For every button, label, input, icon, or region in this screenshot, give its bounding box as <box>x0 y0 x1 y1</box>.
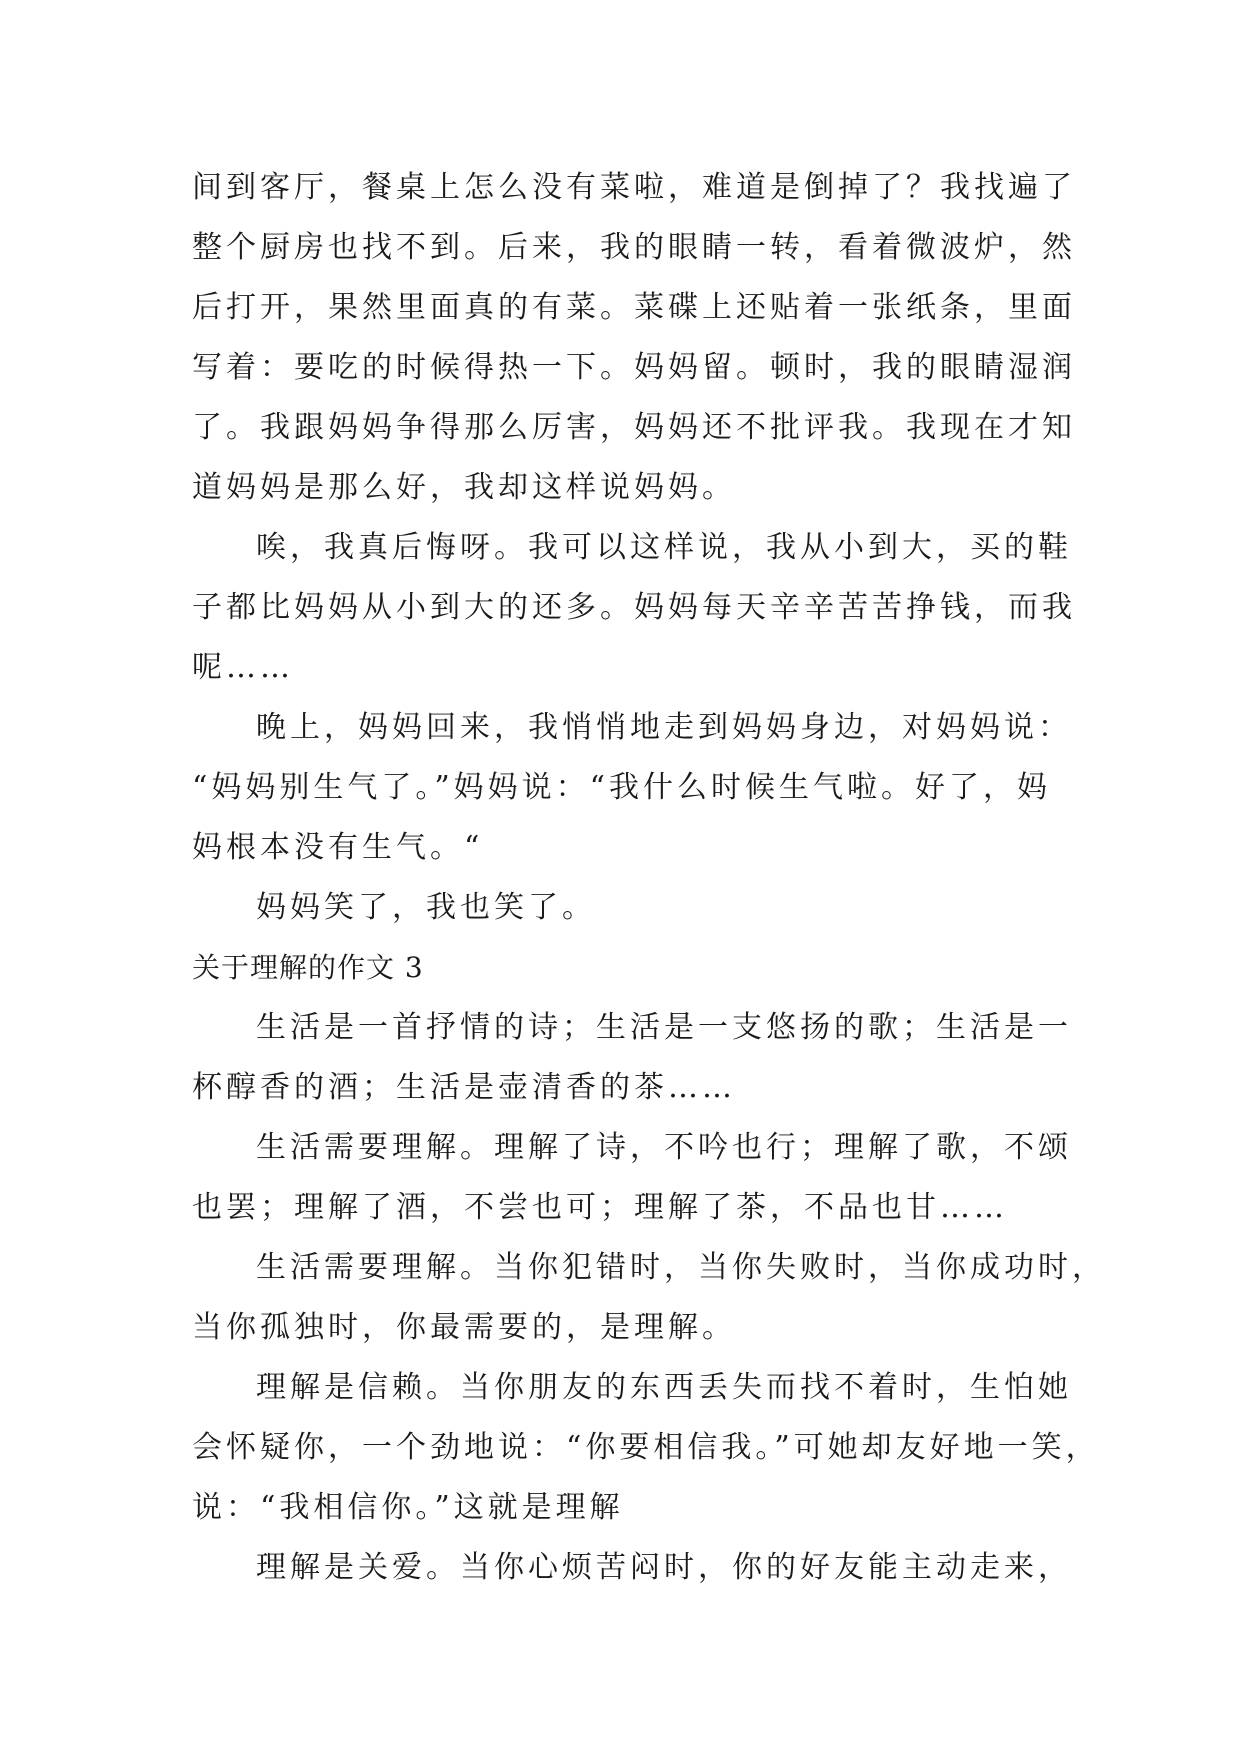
text-line: 间到客厅，餐桌上怎么没有菜啦，难道是倒掉了？我找遍了 <box>192 170 1076 205</box>
section-heading: 关于理解的作文 3 <box>192 951 424 984</box>
document-page <box>192 158 1106 1598</box>
text-line: 整个厨房也找不到。后来，我的眼睛一转，看着微波炉，然 <box>192 230 1076 265</box>
text-line: 了。我跟妈妈争得那么厉害，妈妈还不批评我。我现在才知 <box>192 410 1076 445</box>
text-line: 说：“我相信你。”这就是理解 <box>192 1490 624 1525</box>
text-line: 道妈妈是那么好，我却这样说妈妈。 <box>192 470 736 505</box>
text-line: 当你孤独时，你最需要的，是理解。 <box>192 1310 736 1345</box>
text-line: 妈妈笑了，我也笑了。 <box>256 890 596 925</box>
text-line: 理解是关爱。当你心烦苦闷时，你的好友能主动走来， <box>256 1550 1072 1585</box>
text-line: 写着：要吃的时候得热一下。妈妈留。顿时，我的眼睛湿润 <box>192 350 1076 385</box>
text-line: 生活是一首抒情的诗；生活是一支悠扬的歌；生活是一 <box>256 1010 1072 1045</box>
text-line: 妈根本没有生气。“ <box>192 830 484 865</box>
text-line: 理解是信赖。当你朋友的东西丢失而找不着时，生怕她 <box>256 1370 1072 1405</box>
text-line: 也罢；理解了酒，不尝也可；理解了茶，不品也甘…… <box>192 1190 1008 1225</box>
text-line: “妈妈别生气了。”妈妈说：“我什么时候生气啦。好了，妈 <box>192 770 1052 805</box>
document-body <box>192 158 1106 1598</box>
text-line: 会怀疑你，一个劲地说：“你要相信我。”可她却友好地一笑， <box>192 1430 1100 1465</box>
text-line: 后打开，果然里面真的有菜。菜碟上还贴着一张纸条，里面 <box>192 290 1076 325</box>
text-line: 杯醇香的酒；生活是壶清香的茶…… <box>192 1070 736 1105</box>
text-line: 晚上，妈妈回来，我悄悄地走到妈妈身边，对妈妈说： <box>256 710 1072 745</box>
text-line: 呢…… <box>192 650 294 685</box>
text-line: 子都比妈妈从小到大的还多。妈妈每天辛辛苦苦挣钱，而我 <box>192 590 1076 625</box>
text-line: 生活需要理解。理解了诗，不吟也行；理解了歌，不颂 <box>256 1130 1072 1165</box>
text-line: 生活需要理解。当你犯错时，当你失败时，当你成功时， <box>256 1250 1106 1285</box>
text-line: 唉，我真后悔呀。我可以这样说，我从小到大，买的鞋 <box>256 530 1072 565</box>
